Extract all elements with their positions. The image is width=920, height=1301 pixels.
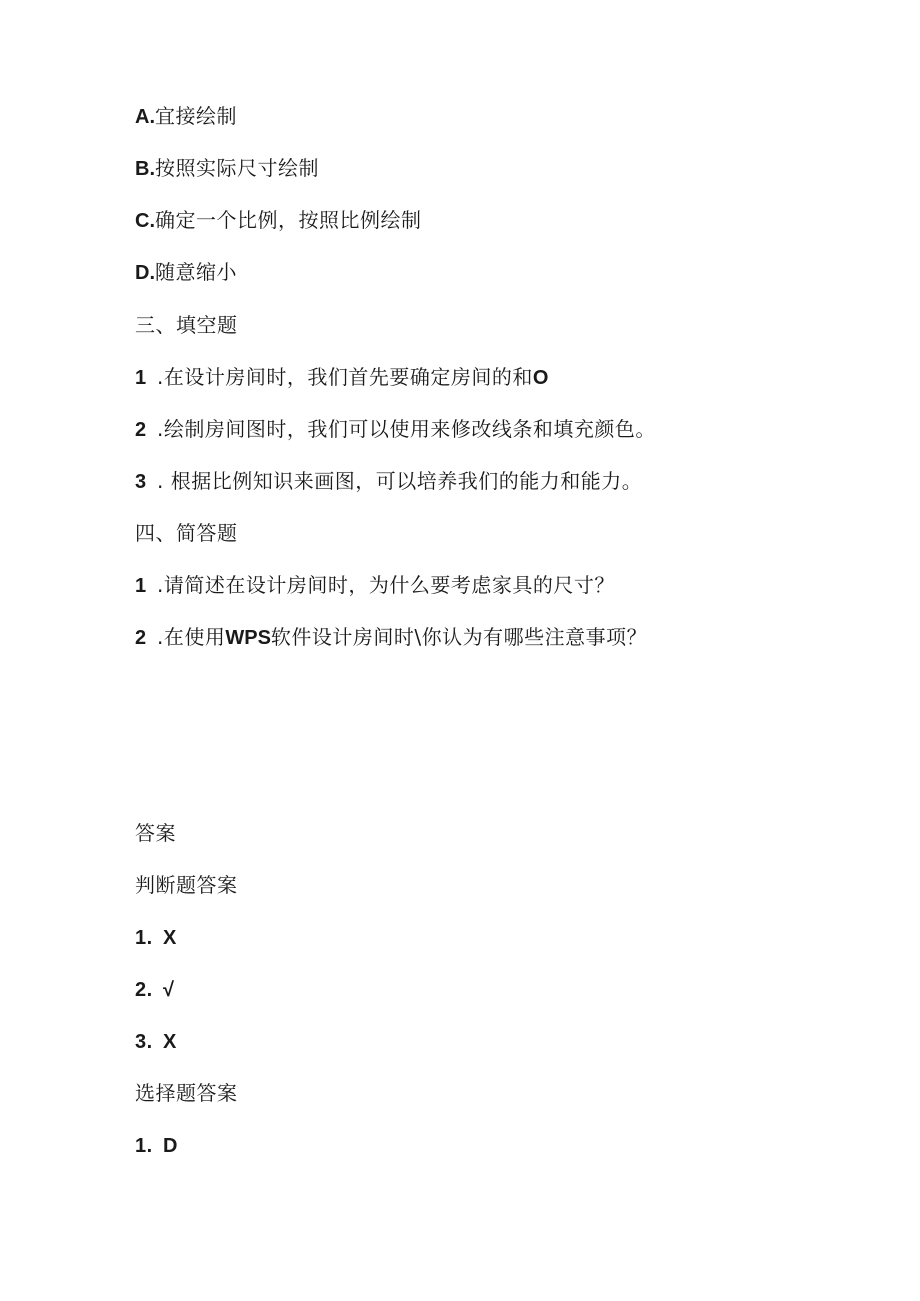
answer-number: 3. — [135, 1031, 153, 1053]
question-text-after: 软件设计房间时\你认为有哪些注意事项？ — [270, 625, 648, 649]
question-tail: O — [532, 367, 549, 389]
question-number: 2 — [135, 627, 147, 649]
question-bold-term: WPS — [225, 627, 271, 649]
option-letter: D. — [135, 262, 155, 284]
question-number: 2 — [135, 419, 147, 441]
answer-value: X — [163, 1031, 177, 1053]
option-b — [135, 155, 319, 182]
section-heading-fill: 三、填空题 — [135, 313, 238, 337]
option-text: 随意缩小 — [155, 260, 237, 284]
judge-answers-heading: 判断题答案 — [135, 873, 238, 897]
option-text: 按照实际尺寸绘制 — [155, 156, 319, 180]
question-text: . 根据比例知识来画图，可以培养我们的能力和能力。 — [157, 469, 643, 493]
option-letter: B. — [135, 158, 155, 180]
option-text: 宜接绘制 — [155, 104, 237, 128]
question-number: 3 — [135, 471, 147, 493]
answer-number: 1. — [135, 927, 153, 949]
judge-answer-2 — [135, 976, 174, 1003]
choice-answer-1 — [135, 1132, 177, 1159]
short-question-1 — [135, 572, 615, 599]
question-text: .绘制房间图时，我们可以使用来修改线条和填充颜色。 — [157, 417, 656, 441]
answer-value: √ — [163, 979, 174, 1001]
answer-number: 2. — [135, 979, 153, 1001]
option-letter: C. — [135, 210, 155, 232]
question-number: 1 — [135, 367, 147, 389]
judge-answer-3 — [135, 1028, 176, 1055]
question-text: .请简述在设计房间时，为什么要考虑家具的尺寸？ — [157, 573, 615, 597]
question-number: 1 — [135, 575, 147, 597]
question-text: .在使用 — [157, 625, 226, 649]
judge-answer-1 — [135, 924, 176, 951]
section-heading-short: 四、简答题 — [135, 521, 238, 545]
short-question-2 — [135, 624, 647, 651]
answer-value: X — [163, 927, 177, 949]
question-text: .在设计房间时，我们首先要确定房间的和 — [157, 365, 533, 389]
option-text: 确定一个比例，按照比例绘制 — [155, 208, 422, 232]
fill-question-3 — [135, 468, 642, 495]
answer-value: D — [163, 1135, 178, 1157]
fill-question-2 — [135, 416, 656, 443]
option-a — [135, 103, 237, 130]
choice-answers-heading: 选择题答案 — [135, 1081, 238, 1105]
answers-heading: 答案 — [135, 821, 176, 845]
option-c — [135, 207, 422, 234]
option-d — [135, 259, 237, 286]
fill-question-1 — [135, 364, 548, 391]
option-letter: A. — [135, 106, 155, 128]
answer-number: 1. — [135, 1135, 153, 1157]
